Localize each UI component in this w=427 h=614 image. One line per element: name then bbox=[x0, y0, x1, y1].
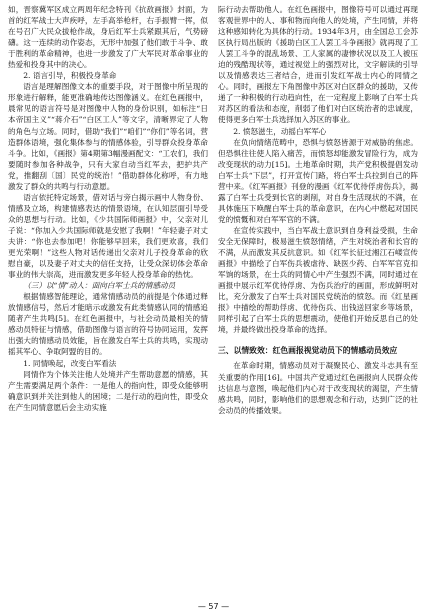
paragraph: 在革命时期，情感动员对于凝聚民心、激发斗志具有至关重要的作用[16]。中国共产党通过红色画报向人民群众传达信息与意图，唤起他们内心对于改变现状的渴望，产生情感共鸣，同时，影响他们的思想观念和行动，达到广泛的社会动员的传播效果。 bbox=[218, 361, 418, 415]
paragraph: 根据情感智能理论，通常情感动员的前提是个体通过释放情感信号，然后才能暗示或激发有此类情感认同的情感追随者产生共鸣[5]。在红色画报中，与社会动员最相关的情感动员特征与情感，借助图像与语言的符号协同运用，发挥出强大的情感动员效能，旨在激发白军士兵的共鸣，实现动摇其军心、争取阿盟的目的。 bbox=[8, 292, 208, 357]
right-column bbox=[218, 4, 418, 416]
paragraph: 语言依托特定场景，借对话与旁白揭示画中人物身份、情感及立场，构建情感表达的情景语境，在认知层面引导受众的思想与行动。比如，《少共国际师画报》中，父亲对儿子说：“你加入少共国际师就是安慰了我啊！”年轻妻子对丈夫讲：“你也去参加吧！你能够早回来，我们更欢喜，我们更光荣啊！”这些人物对话传递出父亲对儿子投身革命的欣慰自豪，以及妻子对丈夫的信任支持，让受众深切体会革命事业的伟大崇高，进而激发更多年轻人投身革命的热忱。 bbox=[8, 192, 208, 280]
page-number: — 57 — bbox=[197, 602, 230, 611]
paragraph: 在负向情绪范畴中，恐惧与愤怒皆源于对威胁的焦虑。但恐惧往往使人陷入痛苦，而愤怒却能激发冒险行为，成为改变现状的动力[15]。土地革命时期，共产党积极提倡发动白军士兵“下层”，打开宣传门路，将白军士兵拉到自己的阵营中来。《红军画报》刊登的漫画《红军优待俘虏伤兵》，揭露了白军士兵受到长官的剥削，对自身生活现状的不满，在具体施压下唤醒白军士兵的革命意识，在内心中燃起对国民党的愤慨和对白军军官的不满。 bbox=[218, 137, 418, 224]
paragraph: 在宣传实践中，当白军战士意识到自身利益受损，生命安全无保障时，极易滋生愤怒情绪，产生对统治者和长官的不满，从而激发其反抗意识。如《红军长征过湘江石嵝宣传画报》中描绘了白军伤兵被虐待、缺医少药、白军军官克扣军饷的场景，在士兵的同情心中产生强烈不满，同时通过在画报中展示红军优待俘虏、为伤兵治疗的画面，形成鲜明对比，充分激发了白军士兵对国民党统治的愤怒。而《红星画报》中描绘的帮助俘虏、优待伤兵、出钱送回家乡等场景，同样引起了白军士兵的思想震动，使他们开始反思自己的处境，并最终做出投身革命的选择。 bbox=[218, 225, 418, 335]
paragraph: 际行动去帮助他人。在红色画报中，图像符号可以通过再现客观世界中的人、事和物而向他人的处境，产生同情，并将这种感知转化为具体的行动。1934年3月，由全国总工会苏区执行局出版的《援助白区工人罢工斗争画报》就再现了工人罢工斗争的混乱场景、工人家属的凄惨状况以及工人被压迫的残酷现状等，通过视觉上的强烈对比，文字解读的引导以及情感表达三者结合，进而引发红军战士内心的同情之心。同时，画报左下角图像中苏区对白区群众的援助，又传递了一种积极的行动趋向性，在一定程度上影响了白军士兵对苏区的看法和态度，削弱了他们对白区统治者的忠诚度，使得更多白军士兵选择加入苏区的事业。 bbox=[218, 5, 418, 125]
left-column bbox=[8, 4, 208, 413]
section-heading: （三）以“情”动人：面向白军士兵的情感动员 bbox=[23, 281, 176, 291]
subsection-heading: 2. 愤怒滋生，动摇白军军心 bbox=[233, 126, 327, 136]
subsection-heading: 2. 语言引导，积极投身革命 bbox=[23, 71, 117, 81]
subsection-heading: 1. 同情唤起，改变白军看法 bbox=[23, 358, 117, 368]
paragraph: 语言是理解图像文本的重要手段，对于图像中所呈现的形象进行解释，能更准确地传达图像涵义。在红色画报中，晨常见的语言符号是对图像中人物的身份识别，如标注“日本帝国主义”“蒋介石”“白区工人”等文字，清晰界定了人物的角色与立场。同时，借助“我们”“咱们”“你们”等名词，营造群体语境，强化集体参与的情感体验，引导群众投身革命斗争。比如，《画报》第4期第3幅漫画配文：“工农们，我们要随时参加各种战争，只有大家自动当红军去，把护共产党，推翻刮〔国〕民党的统治！”借助群体化称呼，有力地激发了群众的共鸣与行动意愿。 bbox=[8, 82, 208, 191]
section-heading: 三、以情致效：红色画报视觉动员下的情感动员效应 bbox=[218, 346, 398, 356]
paragraph: 如，晋察冀军区成立两周年纪念特刊《抗敌画报》封面，为首的红军战士大声疾呼，左手高举枪杆，右手振臂一挥，似在号召广大民众拔枪作战，身后红军士兵紧跟其后，气势磅礴。这一连续的动作姿态，无形中加强了他们敢于斗争、敢于胜利的革命精神，也进一步激发了广大军民对革命事业的热爱和投身其中的决心。 bbox=[8, 5, 208, 70]
paragraph: 同情作为个体关注他人处境并产生帮助意愿的情感，其产生需要满足两个条件：一是他人的指向性，即受众能够明确意识到并关注到他人的困境；二是行动的趋向性，即受众在产生同情意愿后会主动实施 bbox=[8, 369, 208, 412]
